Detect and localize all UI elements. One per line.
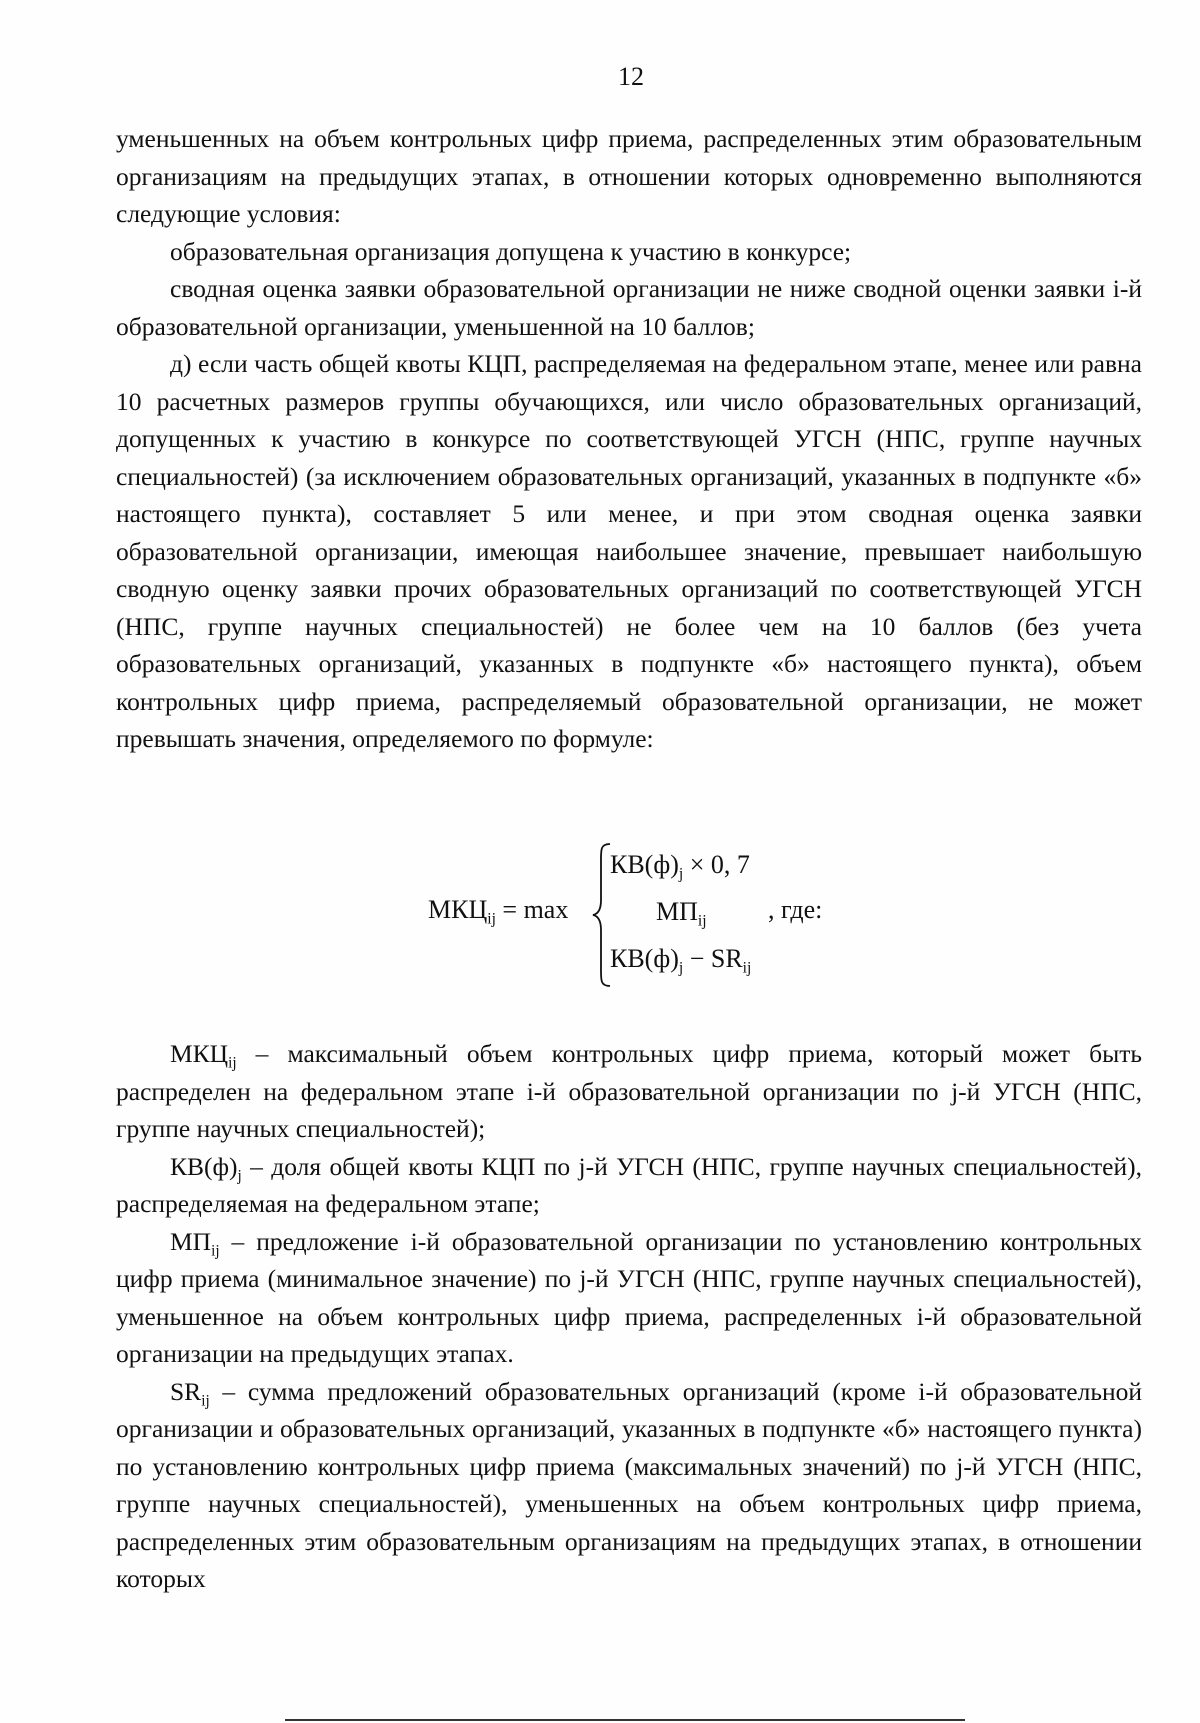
formula-mkc [428,840,848,990]
formula-row-3-subscript: j [678,959,684,977]
definition-subscript: ij [228,1054,237,1072]
formula-row-1-subscript: j [678,865,684,883]
definition-text: – доля общей квоты КЦП по j-й УГСН (НПС, группе научных специальностей), распределяемая на федеральном этапе; [116,1151,1142,1218]
paragraph-condition-admitted: образовательная организация допущена к участию в конкурсе; [170,236,852,266]
curly-brace-icon [592,840,612,990]
definition-subscript: j [237,1166,242,1184]
paragraph-continuation: уменьшенных на объем контрольных цифр приема, распределенных этим образовательным организациям на предыдущих этапах, в отношении которых одновременно выполняются следующие условия: [116,124,1142,228]
formula-row-1-symbol: КВ(ф) [610,850,679,879]
definition-symbol: МКЦ [170,1039,229,1068]
formula-row-1 [610,850,750,883]
formula-row-1-factor: × 0, 7 [689,850,750,879]
formula-row-2 [656,897,707,930]
definition-subscript: ij [201,1391,210,1409]
definition-mkc [116,1035,1142,1148]
formula-row-2-subscript: ij [697,912,707,930]
formula-operator: = max [502,895,569,924]
formula-row-3-sr-subscript: ij [742,959,752,977]
paragraph-subitem-d: д) если часть общей квоты КЦП, распределяемая на федеральном этапе, менее или равна 10 расчетных размеров группы обучающихся, или число образовательных организаций, допущенных к участию в конкурсе по соответствующей УГСН (НПС, группе научных специальностей) (за исключением образовательных организаций, указанных в подпункте «б» настоящего пункта), составляет 5 или менее, и при этом сводная оценка заявки образовательной организации, имеющая наибольшее значение, превышает наибольшую сводную оценку заявки прочих образовательных организаций по соответствующей УГСН (НПС, группе научных специальностей) не более чем на 10 баллов (без учета образовательных организаций, указанных в подпункте «б» настоящего пункта), объем контрольных цифр приема, распределяемый образовательной организации, не может превышать значения, определяемого по формуле: [116,349,1142,753]
definition-text: – предложение i-й образовательной организации по установлению контрольных цифр приема (минимальное значение) по j-й УГСН (НПС, группе научных специальностей), уменьшенное на объем контрольных цифр приема, распределенных i-й образовательной организации на предыдущих этапах. [116,1226,1142,1368]
formula-where: , где: [768,895,823,924]
definition-sr [116,1373,1142,1598]
top-text-block [116,120,1142,758]
formula-row-3-minus-sr: − SR [689,944,743,973]
formula-row-3-symbol: КВ(ф) [610,944,679,973]
page-number: 12 [618,62,644,91]
definition-symbol: КВ(ф) [170,1151,238,1181]
formula-row-3 [610,944,752,977]
definition-text: – максимальный объем контрольных цифр приема, который может быть распределен на федеральном этапе i-й образовательной организации по j-й УГСН (НПС, группе научных специальностей); [116,1039,1142,1143]
formula-lhs [428,895,569,928]
definition-symbol: SR [170,1376,202,1406]
formula-lhs-subscript: ij [487,910,496,928]
page-bottom-edge [285,1719,965,1721]
definition-kv [116,1148,1142,1223]
definition-mp [116,1223,1142,1373]
definition-subscript: ij [211,1241,220,1259]
formula-lhs-symbol: МКЦ [428,895,488,924]
definitions-block [116,1035,1142,1598]
definition-text: – сумма предложений образовательных организаций (кроме i-й образовательной организации и образовательных организаций, указанных в подпункте «б» настоящего пункта) по установлению контрольных цифр приема (максимальных значений) по j-й УГСН (НПС, группе научных специальностей), уменьшенных на объем контрольных цифр приема, распределенных этим образовательным организациям на предыдущих этапах, в отношении которых [116,1376,1142,1593]
paragraph-condition-score: сводная оценка заявки образовательной организации не ниже сводной оценки заявки i-й образовательной организации, уменьшенной на 10 баллов; [116,274,1142,341]
definition-symbol: МП [170,1226,212,1256]
formula-row-2-symbol: МП [656,897,698,926]
